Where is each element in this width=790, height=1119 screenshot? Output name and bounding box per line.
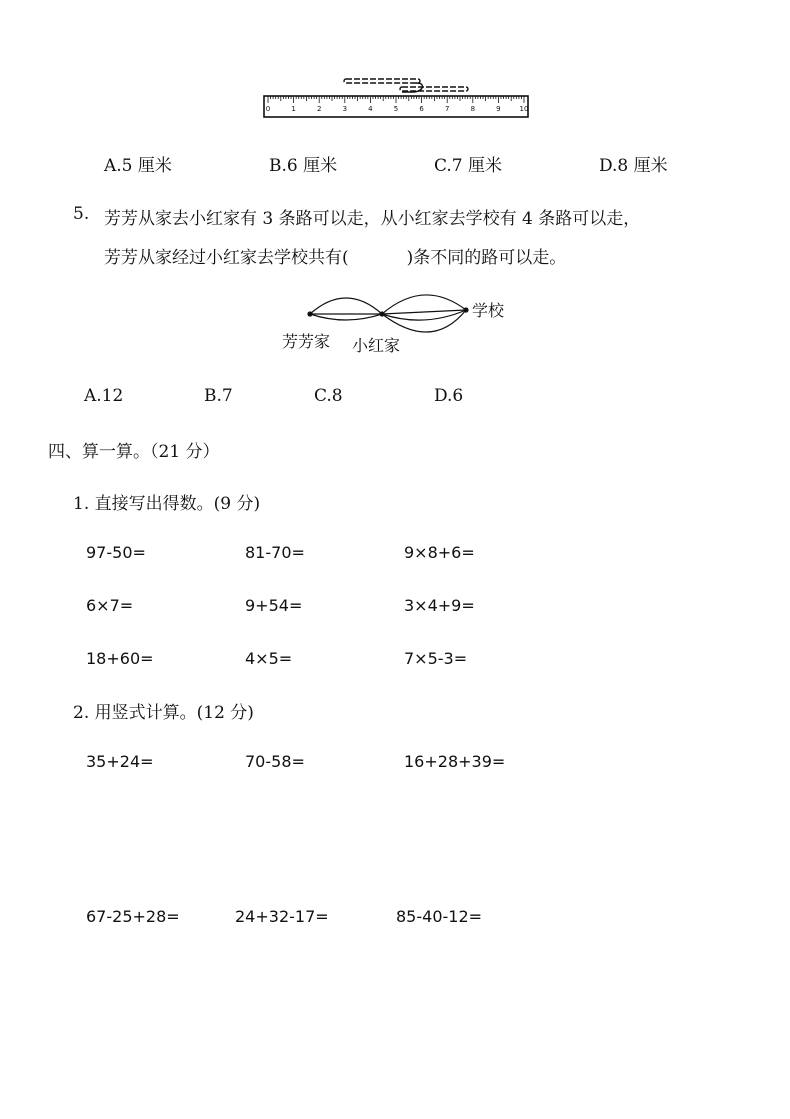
q5-text-after-blank: )条不同的路可以走。: [406, 248, 567, 268]
mental-math-item: 3×4+9=: [404, 596, 475, 615]
q5-text-before-blank: 芳芳从家经过小红家去学校共有(: [104, 248, 349, 268]
q5-text-line2: [104, 243, 566, 268]
mental-math-item: 7×5-3=: [404, 649, 468, 668]
column-calc-item: 67-25+28=: [86, 907, 180, 926]
q5-number: 5.: [73, 204, 90, 224]
ruler-tick-label: 5: [393, 105, 399, 113]
ruler-tick-label: 6: [419, 105, 424, 113]
ruler-tick-label: 4: [368, 105, 373, 113]
mental-math-item: 9+54=: [245, 596, 303, 615]
section-4-title: 四、算一算。（21 分）: [48, 442, 220, 462]
ruler-tick-label: 2: [316, 105, 322, 113]
ruler-tick-label: 3: [342, 105, 348, 113]
ruler-tick-label: 0: [265, 105, 271, 113]
middle-point: [379, 311, 384, 316]
column-calc-item: 85-40-12=: [396, 907, 483, 926]
ruler-tick-label: 8: [470, 105, 476, 113]
school-label: 学校: [472, 301, 505, 320]
ruler-tick-label: 10: [519, 105, 529, 113]
column-calc-item: 16+28+39=: [404, 752, 506, 771]
q4-option-a[interactable]: A.5 厘米: [104, 156, 172, 176]
part-1-title: 1. 直接写出得数。(9 分): [73, 494, 261, 514]
column-calc-item: 70-58=: [245, 752, 305, 771]
mental-math-item: 6×7=: [86, 596, 134, 615]
part-2-title: 2. 用竖式计算。(12 分): [73, 703, 254, 723]
ruler-figure: [262, 74, 532, 120]
path-home-middle-3: [310, 314, 382, 320]
q4-option-c[interactable]: C.7 厘米: [434, 156, 503, 176]
q5-option-a[interactable]: A.12: [84, 386, 124, 406]
route-diagram: [270, 290, 530, 360]
middle-label: 小红家: [352, 336, 401, 355]
path-home-middle-1: [310, 298, 382, 314]
column-calc-item: 35+24=: [86, 752, 154, 771]
column-calc-item: 24+32-17=: [235, 907, 329, 926]
home-label: 芳芳家: [282, 332, 331, 351]
ruler-tick-label: 1: [291, 105, 296, 113]
mental-math-item: 18+60=: [86, 649, 154, 668]
q5-text-line1: 芳芳从家去小红家有 3 条路可以走，从小红家去学校有 4 条路可以走，: [104, 209, 641, 229]
mental-math-item: 9×8+6=: [404, 543, 475, 562]
ruler-tick-label: 9: [496, 105, 501, 113]
school-point: [463, 307, 468, 312]
q5-option-d[interactable]: D.6: [434, 386, 464, 406]
mental-math-item: 81-70=: [245, 543, 305, 562]
ruler-tick-label: 7: [444, 105, 450, 113]
q5-option-c[interactable]: C.8: [314, 386, 343, 406]
path-middle-school-2: [382, 310, 466, 314]
mental-math-item: 97-50=: [86, 543, 146, 562]
paper-clip-chain: [344, 79, 468, 92]
q5-option-b[interactable]: B.7: [204, 386, 233, 406]
q4-option-b[interactable]: B.6 厘米: [269, 156, 338, 176]
q4-option-d[interactable]: D.8 厘米: [599, 156, 668, 176]
home-point: [307, 311, 312, 316]
mental-math-item: 4×5=: [245, 649, 293, 668]
